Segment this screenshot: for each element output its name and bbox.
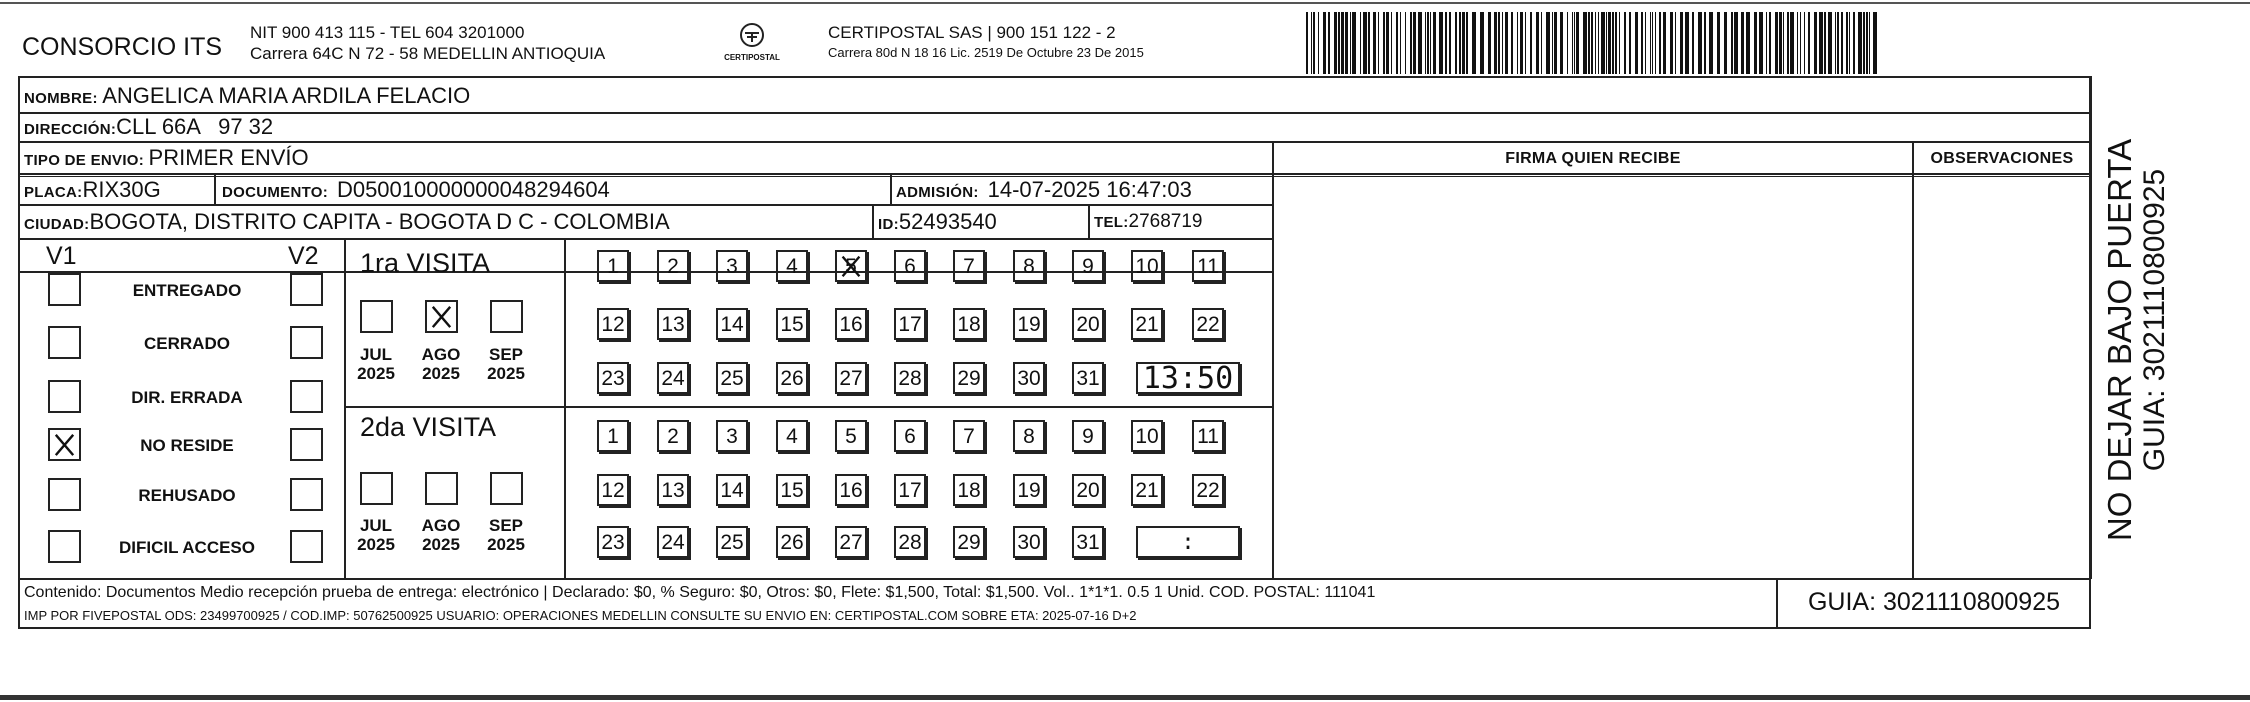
v2-checkbox[interactable]	[290, 530, 323, 563]
day-box[interactable]: 9	[1072, 420, 1104, 452]
barcode-bar	[1619, 12, 1620, 74]
x-mark-icon	[837, 252, 865, 280]
barcode-bar	[1591, 12, 1593, 74]
barcode-bar	[1670, 12, 1673, 74]
barcode-bar	[1433, 12, 1436, 74]
month-name: SEP	[488, 345, 524, 364]
barcode-bar	[1858, 12, 1862, 74]
barcode-bar	[1741, 12, 1744, 74]
month-checkbox[interactable]	[490, 300, 523, 333]
barcode-bar	[1873, 12, 1877, 74]
status-option-label: ENTREGADO	[132, 281, 242, 300]
barcode-bar	[1846, 12, 1848, 74]
month-checkbox[interactable]	[360, 300, 393, 333]
barcode-bar	[1588, 12, 1590, 74]
barcode-bar	[1338, 12, 1340, 74]
day-box[interactable]: 29	[953, 362, 985, 394]
day-box[interactable]: 27	[835, 526, 867, 558]
month-year: 2025	[357, 364, 395, 383]
tipo-row	[24, 145, 309, 171]
barcode-bar	[1455, 12, 1457, 74]
v1-checkbox[interactable]	[48, 273, 81, 306]
direccion-value: CLL 66A 97 32	[116, 114, 274, 139]
barcode-bar	[1462, 12, 1465, 74]
v1-header: V1	[46, 242, 77, 270]
day-box[interactable]: 31	[1072, 362, 1104, 394]
barcode-bar	[1779, 12, 1782, 74]
barcode-bar	[1828, 12, 1832, 74]
row-divider	[18, 578, 2091, 580]
column-divider	[1274, 173, 2092, 174]
certipostal-emblem-icon	[737, 22, 767, 48]
row-divider	[18, 238, 1274, 240]
barcode-bar	[1306, 12, 1308, 74]
barcode-bar	[1615, 12, 1617, 74]
barcode-bar	[1837, 12, 1839, 74]
barcode-bar	[1869, 12, 1870, 74]
admision-cell	[896, 177, 1192, 203]
barcode-bar	[1410, 12, 1412, 74]
scan-edge-top	[0, 2, 2250, 4]
barcode-bar	[1835, 12, 1836, 74]
day-box[interactable]: 31	[1072, 526, 1104, 558]
barcode-bar	[1560, 12, 1563, 74]
day-box[interactable]: 30	[1013, 526, 1045, 558]
v2-checkbox[interactable]	[290, 478, 323, 511]
barcode-bar	[1341, 12, 1344, 74]
barcode-bar	[1598, 12, 1599, 74]
day-box[interactable]: 2	[657, 250, 689, 282]
id-label: ID:	[878, 216, 899, 233]
day-box[interactable]: 14	[716, 308, 748, 340]
barcode-bar	[1790, 12, 1794, 74]
barcode-bar	[1480, 12, 1484, 74]
tel-cell	[1094, 211, 1203, 233]
day-box[interactable]: 8	[1013, 250, 1045, 282]
status-option-label: NO RESIDE	[140, 436, 234, 455]
cell-divider	[214, 175, 216, 205]
barcode-bar	[1383, 12, 1385, 74]
month-year: 2025	[422, 364, 460, 383]
barcode-bar	[1318, 12, 1319, 74]
month-label	[416, 345, 466, 383]
day-box[interactable]: 21	[1131, 474, 1163, 506]
barcode-bar	[1787, 12, 1789, 74]
day-box[interactable]: 2	[657, 420, 689, 452]
logo-text: CERTIPOSTAL	[724, 53, 780, 62]
column-divider	[1912, 143, 1914, 579]
barcode-bar	[1572, 12, 1573, 74]
firma-header: FIRMA QUIEN RECIBE	[1505, 150, 1681, 167]
barcode-bar	[1645, 12, 1646, 74]
barcode-bar	[1400, 12, 1401, 74]
barcode-bar	[1595, 12, 1596, 74]
barcode-bar	[1629, 12, 1631, 74]
barcode-bar	[1552, 12, 1553, 74]
barcode-bar	[1363, 12, 1367, 74]
tel-value: 2768719	[1128, 211, 1203, 232]
certipostal-line1: CERTIPOSTAL SAS | 900 151 122 - 2	[828, 23, 1116, 42]
barcode-bar	[1554, 12, 1557, 74]
day-box[interactable]: 13	[657, 474, 689, 506]
day-box[interactable]: 18	[953, 308, 985, 340]
day-box[interactable]: 15	[776, 474, 808, 506]
day-box[interactable]: 16	[835, 474, 867, 506]
ciudad-label: CIUDAD:	[24, 216, 90, 233]
month-checkbox[interactable]	[425, 472, 458, 505]
day-box[interactable]: 23	[597, 362, 629, 394]
barcode-bar	[1724, 12, 1727, 74]
barcode-bar	[1624, 12, 1626, 74]
v2-header: V2	[288, 242, 319, 270]
row-divider	[18, 112, 2091, 114]
no-dejar-bajo-puerta: NO DEJAR BAJO PUERTA	[2101, 138, 2138, 542]
documento-label: DOCUMENTO:	[222, 184, 329, 201]
barcode-bar	[1488, 12, 1491, 74]
footer-content-line: Contenido: Documentos Medio recepción prueba de entrega: electrónico | Declarado: $0, % Seguro: $0, Otros: $0, Flete: $1,500, Total: $1,500. Vol.. 1*1*1. 0.5 1 Unid. COD. POSTAL: 111041	[24, 584, 1376, 601]
barcode-bar	[1601, 12, 1605, 74]
tipo-label: TIPO DE ENVIO:	[24, 152, 145, 169]
x-mark-icon	[427, 302, 456, 331]
barcode-bar	[1808, 12, 1810, 74]
day-box[interactable]: 16	[835, 308, 867, 340]
day-box[interactable]: 10	[1131, 420, 1163, 452]
id-value: 52493540	[898, 209, 997, 234]
column-divider	[1272, 143, 1274, 579]
company-name: CONSORCIO ITS	[22, 33, 223, 61]
x-mark-icon	[50, 430, 79, 459]
barcode-bar	[1775, 12, 1778, 74]
barcode-bar	[1717, 12, 1720, 74]
admision-value: 14-07-2025 16:47:03	[987, 177, 1192, 202]
day-box[interactable]: 3	[716, 250, 748, 282]
barcode-bar	[1853, 12, 1855, 74]
barcode-bar	[1608, 12, 1611, 74]
barcode-bar	[1635, 12, 1638, 74]
barcode-bar	[1494, 12, 1497, 74]
day-box[interactable]: 30	[1013, 362, 1045, 394]
v2-checkbox[interactable]	[290, 326, 323, 359]
day-box[interactable]: 11	[1192, 420, 1224, 452]
footer-print-line: IMP POR FIVEPOSTAL ODS: 23499700925 / COD.IMP: 50762500925 USUARIO: OPERACIONES MEDELLIN CONSULTE SU ENVIO EN: CERTIPOSTAL.COM SOBRE ETA: 2025-07-16 D+2	[24, 608, 1137, 623]
day-box[interactable]: 14	[716, 474, 748, 506]
barcode-bar	[1511, 12, 1513, 74]
barcode-bar	[1849, 12, 1850, 74]
barcode-bar	[1783, 12, 1784, 74]
barcode-bar	[1517, 12, 1518, 74]
barcode-bar	[1804, 12, 1805, 74]
month-checkbox[interactable]	[360, 472, 393, 505]
barcode-bar	[1734, 12, 1738, 74]
barcode-bar	[1692, 12, 1694, 74]
tipo-value: PRIMER ENVÍO	[148, 145, 309, 170]
barcode-bar	[1368, 12, 1370, 74]
status-option-label: REHUSADO	[138, 486, 236, 505]
id-cell	[878, 209, 997, 235]
barcode-bar	[1328, 12, 1330, 74]
cell-divider	[872, 206, 874, 239]
barcode-bar	[1505, 12, 1508, 74]
v1-checkbox[interactable]	[48, 326, 81, 359]
day-box[interactable]: 26	[776, 526, 808, 558]
barcode-bar	[1866, 12, 1868, 74]
barcode-bar	[1655, 12, 1656, 74]
barcode	[1306, 12, 1882, 74]
barcode-bar	[1659, 12, 1661, 74]
barcode-bar	[1352, 12, 1356, 74]
ciudad-value: BOGOTA, DISTRITO CAPITA - BOGOTA D C - COLOMBIA	[89, 209, 670, 234]
month-label	[351, 345, 401, 383]
barcode-bar	[1800, 12, 1801, 74]
barcode-bar	[1709, 12, 1713, 74]
month-name: AGO	[421, 516, 461, 535]
barcode-bar	[1466, 12, 1468, 74]
barcode-bar	[1413, 12, 1416, 74]
observaciones-header: OBSERVACIONES	[1930, 150, 2074, 167]
company-info	[250, 22, 605, 64]
day-box[interactable]: 28	[894, 362, 926, 394]
barcode-bar	[1546, 12, 1550, 74]
status-option-label: CERRADO	[144, 334, 230, 353]
month-year: 2025	[422, 535, 460, 554]
tel-label: TEL:	[1094, 214, 1129, 231]
day-box[interactable]: 26	[776, 362, 808, 394]
barcode-bar	[1502, 12, 1503, 74]
barcode-bar	[1680, 12, 1683, 74]
section-divider	[344, 240, 346, 579]
barcode-bar	[1449, 12, 1451, 74]
day-box[interactable]: 4	[776, 250, 808, 282]
day-box[interactable]: 25	[716, 362, 748, 394]
day-box[interactable]: 12	[597, 308, 629, 340]
month-label	[481, 516, 531, 554]
barcode-bar	[1405, 12, 1406, 74]
v2-checkbox[interactable]	[290, 273, 323, 306]
day-box[interactable]: 1	[597, 250, 629, 282]
day-box[interactable]: 20	[1072, 474, 1104, 506]
day-box[interactable]: 23	[597, 526, 629, 558]
barcode-bar	[1313, 12, 1315, 74]
barcode-bar	[1427, 12, 1429, 74]
barcode-bar	[1530, 12, 1532, 74]
placa-label: PLACA:	[24, 184, 83, 201]
month-checkbox[interactable]	[490, 472, 523, 505]
barcode-bar	[1536, 12, 1539, 74]
barcode-bar	[1576, 12, 1579, 74]
direccion-row	[24, 114, 273, 140]
day-box[interactable]: 22	[1192, 308, 1224, 340]
v2-checkbox[interactable]	[290, 428, 323, 461]
barcode-bar	[1311, 12, 1312, 74]
barcode-bar	[1425, 12, 1426, 74]
certipostal-info	[828, 22, 1144, 62]
scan-edge-bottom	[0, 695, 2250, 700]
barcode-bar	[1704, 12, 1706, 74]
month-label	[351, 516, 401, 554]
barcode-bar	[1430, 12, 1431, 74]
barcode-bar	[1498, 12, 1500, 74]
day-box[interactable]: 1	[597, 420, 629, 452]
section-divider	[344, 406, 1274, 408]
month-name: JUL	[359, 516, 393, 535]
day-box[interactable]: 13	[657, 308, 689, 340]
day-box[interactable]: 27	[835, 362, 867, 394]
month-name: JUL	[359, 345, 393, 364]
side-guia-number: GUIA: 3021110800925	[2138, 168, 2171, 472]
barcode-bar	[1731, 12, 1733, 74]
barcode-bar	[1824, 12, 1826, 74]
row-divider	[18, 204, 1274, 206]
barcode-bar	[1541, 12, 1542, 74]
day-box[interactable]: 8	[1013, 420, 1045, 452]
documento-cell	[222, 177, 610, 203]
day-box[interactable]: 7	[953, 250, 985, 282]
day-box[interactable]: 6	[894, 250, 926, 282]
status-option-label: DIFICIL ACCESO	[118, 538, 255, 557]
barcode-bar	[1386, 12, 1389, 74]
direccion-label: DIRECCIÓN:	[24, 121, 117, 138]
row-divider	[18, 141, 2091, 143]
day-box[interactable]: 17	[894, 474, 926, 506]
v1-checkbox[interactable]	[48, 428, 81, 461]
barcode-bar	[1445, 12, 1447, 74]
day-box[interactable]: 19	[1013, 308, 1045, 340]
barcode-bar	[1520, 12, 1523, 74]
barcode-bar	[1754, 12, 1757, 74]
barcode-bar	[1459, 12, 1461, 74]
day-box[interactable]: 24	[657, 526, 689, 558]
barcode-bar	[1819, 12, 1823, 74]
barcode-bar	[1525, 12, 1526, 74]
section-divider	[564, 240, 566, 579]
barcode-bar	[1345, 12, 1348, 74]
barcode-bar	[1766, 12, 1767, 74]
day-box[interactable]: 5	[835, 420, 867, 452]
nit-line: NIT 900 413 115 - TEL 604 3201000	[250, 23, 525, 42]
barcode-bar	[1814, 12, 1817, 74]
day-box[interactable]: 15	[776, 308, 808, 340]
day-box[interactable]: 7	[953, 420, 985, 452]
cell-divider	[1088, 206, 1090, 239]
month-year: 2025	[357, 535, 395, 554]
day-box[interactable]: 5	[835, 250, 867, 282]
barcode-bar	[1769, 12, 1771, 74]
visit2-title: 2da VISITA	[360, 412, 497, 442]
month-label	[416, 516, 466, 554]
barcode-bar	[1360, 12, 1361, 74]
status-option-label: DIR. ERRADA	[131, 388, 243, 407]
day-box[interactable]: 20	[1072, 308, 1104, 340]
day-box[interactable]: 3	[716, 420, 748, 452]
barcode-bar	[1663, 12, 1666, 74]
nombre-label: NOMBRE:	[24, 90, 98, 107]
time-box[interactable]: :	[1136, 526, 1240, 558]
day-box[interactable]: 9	[1072, 250, 1104, 282]
nombre-row	[24, 83, 470, 109]
v1-checkbox[interactable]	[48, 530, 81, 563]
v1-checkbox[interactable]	[48, 380, 81, 413]
day-box[interactable]: 21	[1131, 308, 1163, 340]
documento-value: D050010000000048294604	[336, 177, 610, 202]
footer-guia: GUIA: 3021110800925	[1807, 588, 2061, 616]
barcode-bar	[1396, 12, 1398, 74]
barcode-bar	[1675, 12, 1676, 74]
visit1-title: 1ra VISITA	[360, 248, 491, 278]
day-box[interactable]: 11	[1192, 250, 1224, 282]
barcode-bar	[1685, 12, 1689, 74]
v2-checkbox[interactable]	[290, 380, 323, 413]
barcode-bar	[1323, 12, 1326, 74]
day-box[interactable]: 10	[1131, 250, 1163, 282]
barcode-bar	[1606, 12, 1607, 74]
day-box[interactable]: 17	[894, 308, 926, 340]
month-name: SEP	[488, 516, 524, 535]
day-box[interactable]: 22	[1192, 474, 1224, 506]
certipostal-logo	[712, 22, 792, 62]
barcode-bar	[1391, 12, 1392, 74]
month-label	[481, 345, 531, 383]
barcode-bar	[1418, 12, 1422, 74]
day-box[interactable]: 12	[597, 474, 629, 506]
barcode-bar	[1350, 12, 1351, 74]
barcode-bar	[1567, 12, 1568, 74]
barcode-bar	[1373, 12, 1376, 74]
barcode-bar	[1378, 12, 1379, 74]
barcode-bar	[1841, 12, 1843, 74]
month-year: 2025	[487, 364, 525, 383]
nombre-value: ANGELICA MARIA ARDILA FELACIO	[102, 83, 471, 108]
barcode-bar	[1650, 12, 1651, 74]
placa-cell	[24, 177, 161, 203]
day-box[interactable]: 19	[1013, 474, 1045, 506]
day-box[interactable]: 24	[657, 362, 689, 394]
admision-label: ADMISIÓN:	[896, 184, 979, 201]
month-name: AGO	[421, 345, 461, 364]
column-divider	[2090, 76, 2092, 579]
day-box[interactable]: 29	[953, 526, 985, 558]
barcode-bar	[1334, 12, 1337, 74]
certipostal-line2: Carrera 80d N 18 16 Lic. 2519 De Octubre 23 De 2015	[828, 45, 1144, 60]
month-year: 2025	[487, 535, 525, 554]
barcode-bar	[1641, 12, 1643, 74]
day-box[interactable]: 25	[716, 526, 748, 558]
company-address: Carrera 64C N 72 - 58 MEDELLIN ANTIOQUIA	[250, 44, 606, 63]
month-checkbox[interactable]	[425, 300, 458, 333]
placa-value: RIX30G	[82, 177, 161, 202]
barcode-bar	[1574, 12, 1575, 74]
barcode-bar	[1439, 12, 1443, 74]
day-box[interactable]: 18	[953, 474, 985, 506]
barcode-bar	[1759, 12, 1763, 74]
barcode-bar	[1746, 12, 1750, 74]
day-box[interactable]: 4	[776, 420, 808, 452]
time-box[interactable]: 13:50	[1136, 362, 1240, 394]
barcode-bar	[1698, 12, 1702, 74]
day-box[interactable]: 28	[894, 526, 926, 558]
v1-checkbox[interactable]	[48, 478, 81, 511]
barcode-bar	[1863, 12, 1865, 74]
ciudad-cell	[24, 209, 670, 235]
barcode-bar	[1612, 12, 1614, 74]
barcode-bar	[1472, 12, 1476, 74]
day-box[interactable]: 6	[894, 420, 926, 452]
barcode-bar	[1583, 12, 1587, 74]
cell-divider	[890, 175, 892, 205]
barcode-bar	[1652, 12, 1653, 74]
barcode-bar	[1797, 12, 1798, 74]
